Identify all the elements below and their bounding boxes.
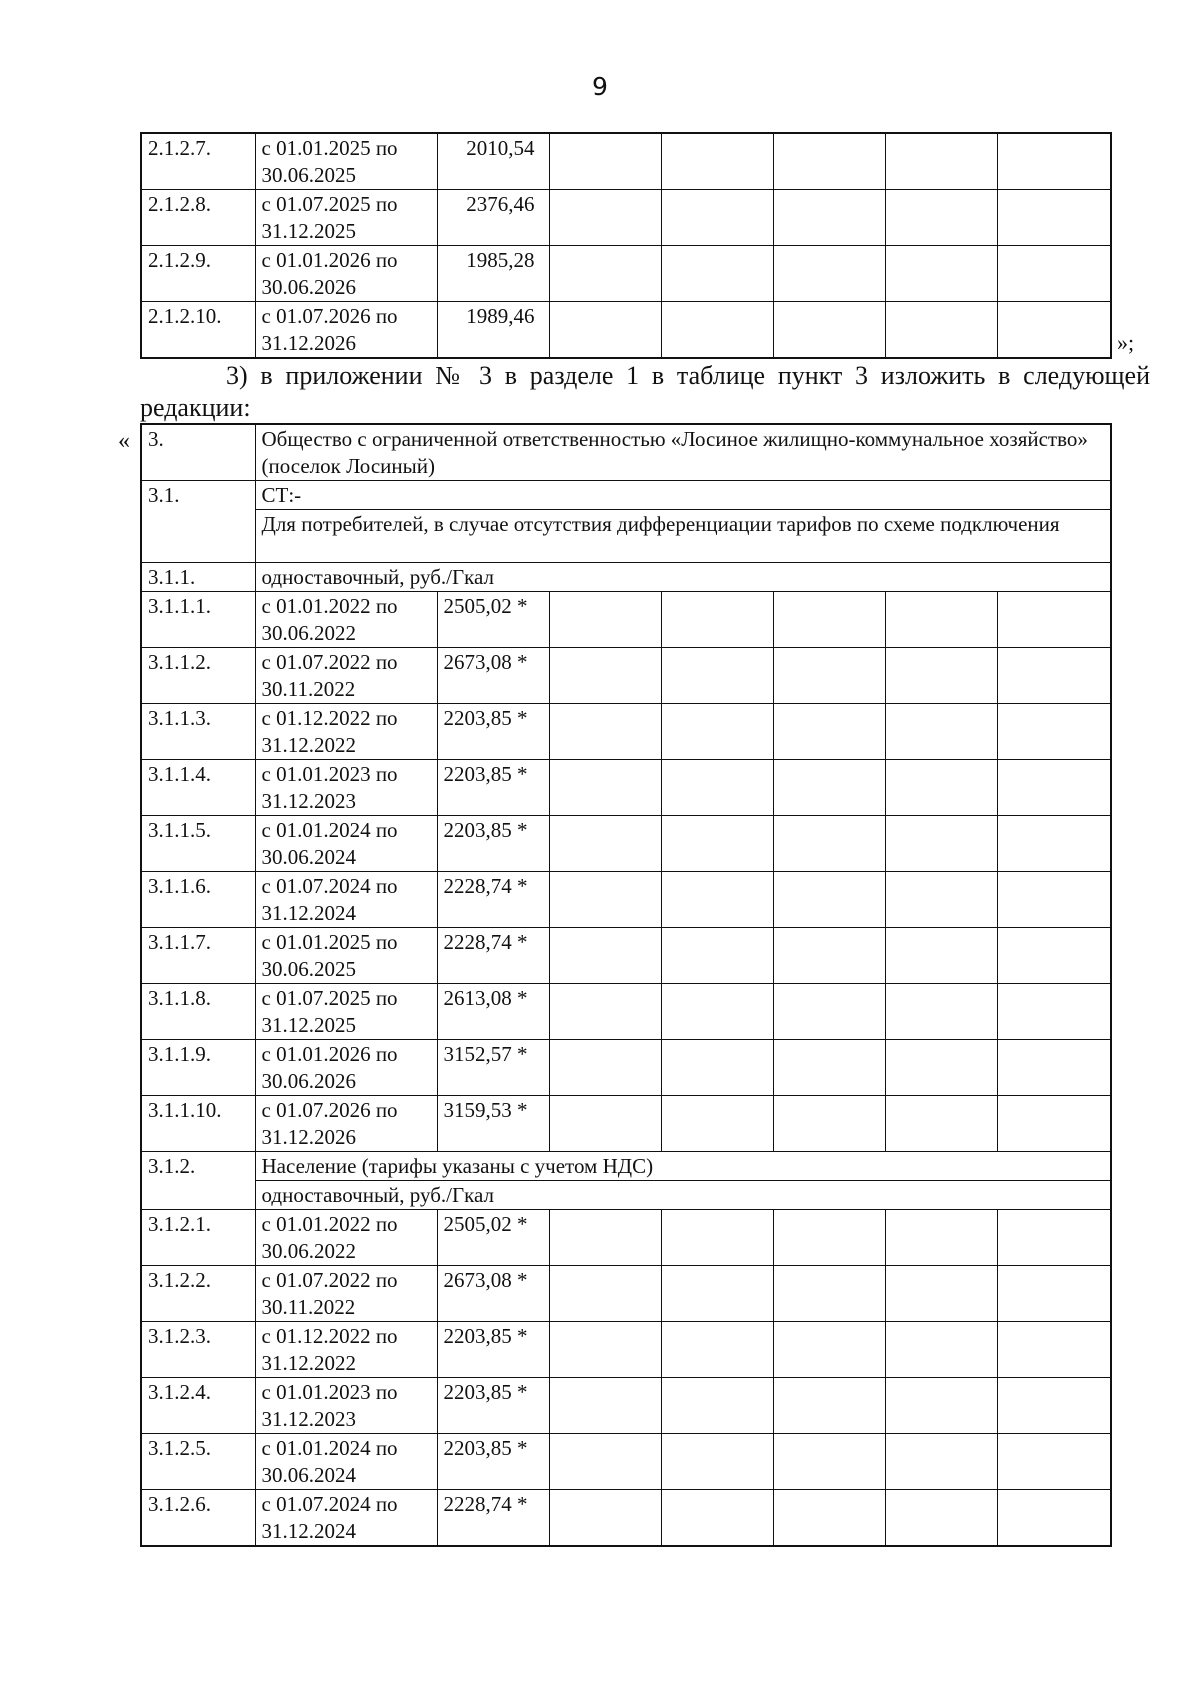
empty-cell [773, 190, 885, 246]
consumers-label: Для потребителей, в случае отсутствия дифференциации тарифов по схеме подключения [255, 510, 1111, 563]
rate-type-row [141, 563, 1111, 592]
period-end: 30.11.2022 [261, 1295, 356, 1319]
tariff-row [141, 246, 1111, 302]
tariff-row [141, 1322, 1111, 1378]
consumers-row [141, 510, 1111, 563]
row-number: 2.1.2.8. [141, 190, 255, 246]
empty-cell [549, 648, 661, 704]
empty-cell [997, 246, 1111, 302]
tariff-row [141, 984, 1111, 1040]
empty-cell [773, 1210, 885, 1266]
empty-cell [661, 1040, 773, 1096]
population-label: Население (тарифы указаны с учетом НДС) [255, 1152, 1111, 1181]
row-number: 3.1.2.4. [141, 1378, 255, 1434]
tariff-row [141, 1378, 1111, 1434]
period-end: 30.06.2024 [261, 845, 356, 869]
period-start: с 01.07.2022 по [261, 650, 398, 674]
tariff-row [141, 1040, 1111, 1096]
period [255, 648, 437, 704]
row-number: 3.1.1.8. [141, 984, 255, 1040]
empty-cell [661, 1378, 773, 1434]
empty-cell [549, 760, 661, 816]
empty-cell [661, 133, 773, 190]
empty-cell [661, 1266, 773, 1322]
empty-cell [661, 1096, 773, 1152]
period-start: с 01.07.2022 по [261, 1268, 398, 1292]
empty-cell [997, 648, 1111, 704]
empty-cell [997, 816, 1111, 872]
empty-cell [661, 760, 773, 816]
tariff-value: 1985,28 [437, 246, 549, 302]
period-end: 31.12.2022 [261, 733, 356, 757]
empty-cell [549, 1096, 661, 1152]
period [255, 1040, 437, 1096]
row-number: 3.1.1.3. [141, 704, 255, 760]
empty-cell [997, 1434, 1111, 1490]
period-end: 31.12.2024 [261, 1519, 356, 1543]
period-end: 30.06.2025 [261, 957, 356, 981]
tariff-row [141, 302, 1111, 359]
period [255, 133, 437, 190]
empty-cell [885, 760, 997, 816]
empty-cell [997, 1040, 1111, 1096]
empty-cell [997, 984, 1111, 1040]
period-start: с 01.01.2026 по [261, 248, 398, 272]
period-start: с 01.01.2022 по [261, 594, 398, 618]
empty-cell [661, 984, 773, 1040]
empty-cell [885, 816, 997, 872]
period-start: с 01.07.2025 по [261, 192, 398, 216]
period-end: 31.12.2026 [261, 1125, 356, 1149]
tariff-row [141, 190, 1111, 246]
tariff-value: 2203,85 * [437, 760, 549, 816]
period-end: 31.12.2024 [261, 901, 356, 925]
period-start: с 01.01.2025 по [261, 136, 398, 160]
st-label: СТ:- [255, 481, 1111, 510]
empty-cell [661, 1322, 773, 1378]
period-end: 31.12.2026 [261, 331, 356, 355]
empty-cell [885, 984, 997, 1040]
row-number: 3.1.2.6. [141, 1490, 255, 1547]
period-start: с 01.07.2026 по [261, 304, 398, 328]
period-start: с 01.01.2025 по [261, 930, 398, 954]
empty-cell [549, 928, 661, 984]
empty-cell [773, 1040, 885, 1096]
period [255, 1210, 437, 1266]
row-number: 3.1.2.1. [141, 1210, 255, 1266]
row-number: 3.1.1.5. [141, 816, 255, 872]
empty-cell [773, 1096, 885, 1152]
row-number: 3.1.2.5. [141, 1434, 255, 1490]
period-end: 30.06.2026 [261, 1069, 356, 1093]
tariff-row [141, 704, 1111, 760]
empty-cell [885, 133, 997, 190]
st-row [141, 481, 1111, 510]
empty-cell [997, 133, 1111, 190]
empty-cell [885, 302, 997, 359]
tariff-row [141, 928, 1111, 984]
period-start: с 01.01.2023 по [261, 762, 398, 786]
empty-cell [885, 1040, 997, 1096]
tariff-row [141, 1266, 1111, 1322]
empty-cell [549, 1322, 661, 1378]
empty-cell [549, 1040, 661, 1096]
period-start: с 01.01.2023 по [261, 1380, 398, 1404]
period-end: 30.11.2022 [261, 677, 356, 701]
empty-cell [549, 816, 661, 872]
org-row [141, 424, 1111, 481]
row-number: 3.1.1.1. [141, 592, 255, 648]
empty-cell [885, 1210, 997, 1266]
amendment-line-2: редакции: [140, 393, 251, 422]
tariff-value: 3159,53 * [437, 1096, 549, 1152]
tariff-value: 2376,46 [437, 190, 549, 246]
empty-cell [885, 1434, 997, 1490]
period-start: с 01.07.2024 по [261, 1492, 398, 1516]
tariff-value: 2228,74 * [437, 928, 549, 984]
empty-cell [773, 760, 885, 816]
empty-cell [549, 1378, 661, 1434]
period-start: с 01.07.2025 по [261, 986, 398, 1010]
empty-cell [773, 872, 885, 928]
empty-cell [997, 1096, 1111, 1152]
tariff-row [141, 1210, 1111, 1266]
period [255, 302, 437, 359]
empty-cell [997, 1490, 1111, 1547]
empty-cell [661, 1210, 773, 1266]
period [255, 760, 437, 816]
empty-cell [661, 1434, 773, 1490]
empty-cell [773, 246, 885, 302]
tariff-value: 2203,85 * [437, 816, 549, 872]
org-name: Общество с ограниченной ответственностью «Лосиное жилищно-коммунальное хозяйство» (поселок Лосиный) [255, 424, 1111, 481]
row-number: 3.1.1.9. [141, 1040, 255, 1096]
empty-cell [661, 302, 773, 359]
amendment-line-1: 3) в приложении № 3 в разделе 1 в таблице пункт 3 изложить в следующей [226, 361, 1150, 390]
empty-cell [773, 302, 885, 359]
tariff-row [141, 1434, 1111, 1490]
period-end: 31.12.2023 [261, 1407, 356, 1431]
period-end: 30.06.2026 [261, 275, 356, 299]
empty-cell [661, 648, 773, 704]
period-start: с 01.01.2026 по [261, 1042, 398, 1066]
empty-cell [773, 133, 885, 190]
tariff-value: 1989,46 [437, 302, 549, 359]
period [255, 816, 437, 872]
period [255, 246, 437, 302]
row-number: 3.1.2.2. [141, 1266, 255, 1322]
empty-cell [773, 984, 885, 1040]
empty-cell [997, 872, 1111, 928]
empty-cell [773, 1378, 885, 1434]
tariff-value: 2505,02 * [437, 1210, 549, 1266]
empty-cell [885, 1378, 997, 1434]
empty-cell [885, 1322, 997, 1378]
row-number: 3.1.1.6. [141, 872, 255, 928]
empty-cell [773, 928, 885, 984]
period [255, 592, 437, 648]
empty-cell [885, 190, 997, 246]
period-end: 30.06.2022 [261, 1239, 356, 1263]
tariff-value: 2010,54 [437, 133, 549, 190]
tariff-value: 2228,74 * [437, 1490, 549, 1547]
period [255, 1490, 437, 1547]
period [255, 1434, 437, 1490]
period-end: 31.12.2025 [261, 1013, 356, 1037]
period [255, 984, 437, 1040]
period-end: 31.12.2025 [261, 219, 356, 243]
empty-cell [885, 246, 997, 302]
empty-cell [661, 592, 773, 648]
opening-quote: « [118, 428, 130, 454]
population-row [141, 1152, 1111, 1181]
period-start: с 01.01.2024 по [261, 818, 398, 842]
period-start: с 01.07.2026 по [261, 1098, 398, 1122]
tariff-value: 2673,08 * [437, 648, 549, 704]
row-number: 3.1.2. [141, 1152, 255, 1210]
empty-cell [549, 302, 661, 359]
empty-cell [885, 704, 997, 760]
empty-cell [885, 1490, 997, 1547]
closing-quote: »; [1117, 330, 1135, 355]
tariff-row [141, 760, 1111, 816]
empty-cell [661, 816, 773, 872]
row-number: 3.1.1.7. [141, 928, 255, 984]
period-end: 31.12.2023 [261, 789, 356, 813]
tariff-value: 2613,08 * [437, 984, 549, 1040]
empty-cell [549, 1266, 661, 1322]
empty-cell [885, 872, 997, 928]
tariff-row [141, 648, 1111, 704]
empty-cell [549, 704, 661, 760]
page-number: 9 [592, 72, 608, 101]
row-number: 3.1.1.10. [141, 1096, 255, 1152]
empty-cell [549, 1490, 661, 1547]
empty-cell [773, 1490, 885, 1547]
tariff-table-section-3 [140, 423, 1112, 1547]
empty-cell [661, 704, 773, 760]
row-number: 2.1.2.7. [141, 133, 255, 190]
period-end: 30.06.2024 [261, 1463, 356, 1487]
tariff-value: 2673,08 * [437, 1266, 549, 1322]
empty-cell [773, 704, 885, 760]
empty-cell [661, 190, 773, 246]
tariff-value: 2505,02 * [437, 592, 549, 648]
empty-cell [549, 133, 661, 190]
empty-cell [773, 816, 885, 872]
empty-cell [997, 1378, 1111, 1434]
row-number: 3.1.2.3. [141, 1322, 255, 1378]
period-start: с 01.01.2022 по [261, 1212, 398, 1236]
empty-cell [661, 872, 773, 928]
empty-cell [885, 928, 997, 984]
empty-cell [773, 1322, 885, 1378]
empty-cell [997, 302, 1111, 359]
empty-cell [997, 760, 1111, 816]
empty-cell [997, 704, 1111, 760]
period-start: с 01.12.2022 по [261, 706, 398, 730]
empty-cell [661, 928, 773, 984]
empty-cell [997, 928, 1111, 984]
amendment-paragraph [140, 360, 1150, 424]
empty-cell [997, 190, 1111, 246]
empty-cell [549, 1434, 661, 1490]
row-number: 3.1.1. [141, 563, 255, 592]
empty-cell [885, 1096, 997, 1152]
tariff-value: 2203,85 * [437, 1322, 549, 1378]
empty-cell [773, 648, 885, 704]
empty-cell [773, 1434, 885, 1490]
tariff-value: 2203,85 * [437, 1434, 549, 1490]
empty-cell [549, 984, 661, 1040]
period-start: с 01.07.2024 по [261, 874, 398, 898]
empty-cell [885, 648, 997, 704]
period [255, 872, 437, 928]
period-start: с 01.01.2024 по [261, 1436, 398, 1460]
row-number: 2.1.2.10. [141, 302, 255, 359]
tariff-table-continued [140, 132, 1112, 359]
period [255, 704, 437, 760]
period-end: 30.06.2022 [261, 621, 356, 645]
empty-cell [773, 1266, 885, 1322]
row-number: 3. [141, 424, 255, 481]
empty-cell [549, 190, 661, 246]
empty-cell [549, 872, 661, 928]
tariff-row [141, 816, 1111, 872]
row-number: 3.1.1.2. [141, 648, 255, 704]
period [255, 190, 437, 246]
period-end: 30.06.2025 [261, 163, 356, 187]
period [255, 1096, 437, 1152]
empty-cell [773, 592, 885, 648]
empty-cell [661, 246, 773, 302]
period [255, 928, 437, 984]
tariff-row [141, 1490, 1111, 1547]
tariff-value: 2228,74 * [437, 872, 549, 928]
empty-cell [997, 1266, 1111, 1322]
tariff-value: 2203,85 * [437, 704, 549, 760]
empty-cell [549, 246, 661, 302]
period-end: 31.12.2022 [261, 1351, 356, 1375]
empty-cell [549, 1210, 661, 1266]
tariff-row [141, 592, 1111, 648]
period [255, 1322, 437, 1378]
period-start: с 01.12.2022 по [261, 1324, 398, 1348]
empty-cell [549, 592, 661, 648]
empty-cell [997, 592, 1111, 648]
empty-cell [885, 1266, 997, 1322]
row-number: 3.1. [141, 481, 255, 563]
row-number: 2.1.2.9. [141, 246, 255, 302]
rate-type-label: одноставочный, руб./Гкал [255, 1181, 1111, 1210]
empty-cell [661, 1490, 773, 1547]
tariff-value: 3152,57 * [437, 1040, 549, 1096]
rate-type-label: одноставочный, руб./Гкал [255, 563, 1111, 592]
period [255, 1378, 437, 1434]
tariff-row [141, 1096, 1111, 1152]
tariff-value: 2203,85 * [437, 1378, 549, 1434]
empty-cell [997, 1322, 1111, 1378]
empty-cell [997, 1210, 1111, 1266]
row-number: 3.1.1.4. [141, 760, 255, 816]
tariff-row [141, 133, 1111, 190]
period [255, 1266, 437, 1322]
empty-cell [885, 592, 997, 648]
rate-type-row [141, 1181, 1111, 1210]
tariff-row [141, 872, 1111, 928]
